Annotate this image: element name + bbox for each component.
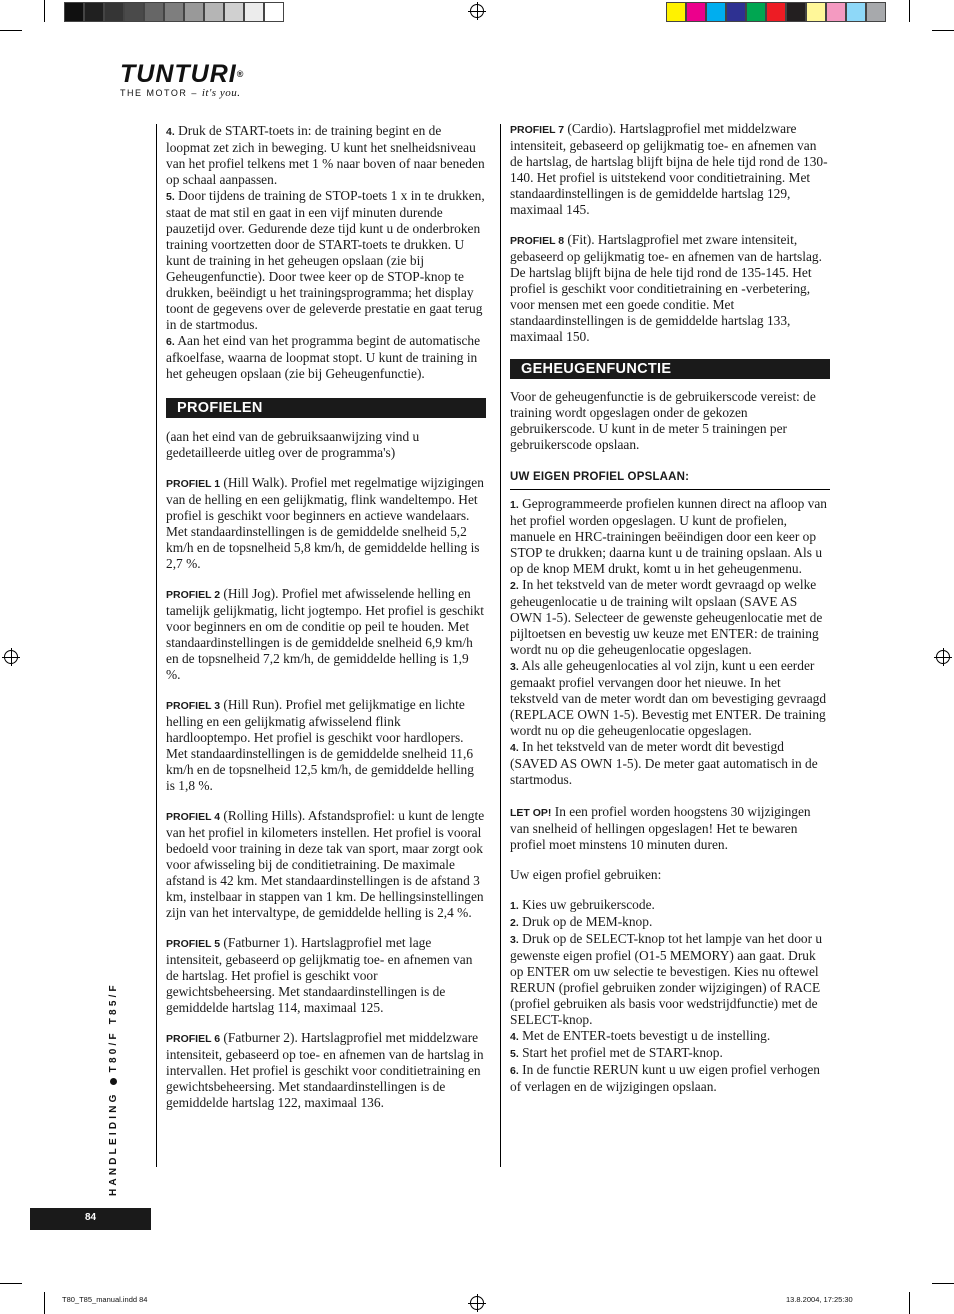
side-running-title: HANDLEIDINGT80/F T85/F bbox=[108, 982, 119, 1196]
color-swatch bbox=[706, 2, 726, 22]
bullet-dot-icon bbox=[110, 1078, 117, 1085]
color-swatch bbox=[726, 2, 746, 22]
gray-swatch bbox=[84, 2, 104, 22]
crop-mark bbox=[0, 1283, 22, 1284]
registration-mark-icon bbox=[936, 650, 950, 664]
profile-description: PROFIEL 5 (Fatburner 1). Hartslagprofiel met lage intensiteit, gebaseerd op gelijkmatig toe- en afnemen van de hartslag. Het profiel is geschikt voor gewichtsbeheersing. Met standaardinstellingen is de gemiddelde hartslag 114, maximaal 125. bbox=[166, 935, 473, 1015]
step-item: 1. Geprogrammeerde profielen kunnen direct na afloop van het profiel worden opgeslagen. U kunt de profielen, manuele en HRC-trainingen beëindigen door een keer op STOP te drukken; daarna kunt u de training opslaan. Als u op de knop MEM drukt, komt u in het geheugenmenu. bbox=[510, 496, 827, 576]
registration-mark-icon bbox=[4, 650, 18, 664]
brand-wordmark: TUNTURI® bbox=[120, 60, 245, 88]
crop-mark bbox=[44, 0, 45, 22]
grayscale-calibration-bar bbox=[64, 2, 284, 22]
color-swatch bbox=[746, 2, 766, 22]
profile-description: PROFIEL 1 (Hill Walk). Profiel met regelmatige wijzigingen van de helling en een gelijkmatig, flink wandeltempo. Het profiel is geschikt voor beginners en actieve wandelaars. Met standaardinstellingen is de gemiddelde snelheid 5,2 km/h en de topsnelheid 5,8 km/h, de gemiddelde helling is 2,7 %. bbox=[166, 475, 484, 571]
step-item: 1. Kies uw gebruikerscode. bbox=[510, 897, 655, 912]
step-item: 2. In het tekstveld van de meter wordt gevraagd op welke geheugenlocatie u de training wilt opslaan (SAVE AS OWN 1-5). Selecteer de gewenste geheugenlocatie met de pijltoetsen en bevestig uw keuze met ENTER: de training wordt nu op die geheugenlocatie opgeslagen. bbox=[510, 577, 823, 657]
gray-swatch bbox=[224, 2, 244, 22]
color-swatch bbox=[846, 2, 866, 22]
color-calibration-bar bbox=[666, 2, 886, 22]
step-item: 5. Door tijdens de training de STOP-toets 1 x in te drukken, staat de mat stil en gaat in een vijf minuten durende pauzetijd over. Gedurende deze tijd kunt u de onderbroken training voortzetten door de START-toets te drukken. U kunt de training in het geheugen opslaan (zie bij Geheugenfunctie). Door twee keer op de STOP-knop te drukken, beëindigt u het trainingsprogramma; het display toont de gegevens over de geleverde prestatie en gaat terug in de startmodus. bbox=[166, 188, 485, 332]
crop-mark bbox=[909, 0, 910, 22]
gray-swatch bbox=[124, 2, 144, 22]
color-swatch bbox=[686, 2, 706, 22]
registration-mark-icon bbox=[470, 1296, 484, 1310]
subheading-save-profile: UW EIGEN PROFIEL OPSLAAN: bbox=[510, 469, 830, 490]
section-heading-geheugenfunctie: GEHEUGENFUNCTIE bbox=[510, 359, 830, 379]
gray-swatch bbox=[264, 2, 284, 22]
section-intro: (aan het eind van de gebruiksaanwijzing vind u gedetailleerde uitleg over de programma's) bbox=[166, 429, 420, 460]
profile-description: PROFIEL 4 (Rolling Hills). Afstandsprofiel: u kunt de lengte van het profiel in kilometers instellen. Het profiel is vooral bedoeld voor training in deze tak van sport, maar zorgt ook voor afwisseling bij de conditietraining. De maximale afstand is 42 km. Met standaardinstellingen is de afstand 3 km, instelbaar in stappen van 1 km. De hellingsinstellingen zijn van het intervaltype, de gemiddelde helling is 2,4 %. bbox=[166, 808, 485, 920]
crop-mark bbox=[44, 1292, 45, 1314]
gray-swatch bbox=[204, 2, 224, 22]
right-column bbox=[510, 121, 830, 1095]
left-column bbox=[166, 123, 486, 1111]
section-heading-profielen: PROFIELEN bbox=[166, 398, 486, 418]
gray-swatch bbox=[164, 2, 184, 22]
section-intro: Voor de geheugenfunctie is de gebruikerscode vereist: de training wordt opgeslagen onder de gekozen gebruikerscode. U kunt in de meter 5 trainingen per gebruikerscode opslaan. bbox=[510, 389, 816, 452]
crop-mark bbox=[909, 1292, 910, 1314]
gray-swatch bbox=[184, 2, 204, 22]
color-swatch bbox=[766, 2, 786, 22]
crop-mark bbox=[0, 30, 22, 31]
brand-tagline: THE MOTOR – it's you. bbox=[120, 87, 241, 99]
color-swatch bbox=[786, 2, 806, 22]
color-swatch bbox=[866, 2, 886, 22]
column-divider bbox=[156, 124, 157, 1167]
registration-mark-icon bbox=[470, 4, 484, 18]
profile-description: PROFIEL 3 (Hill Run). Profiel met gelijkmatige en lichte helling en een gelijkmatig afwisselend flink hardlooptempo. Het profiel is geschikt voor hardlopers. Met standaardinstellingen is de gemiddelde snelheid 11,6 km/h en de topsnelheid 12,5 km/h, de gemiddelde helling is 1,8 %. bbox=[166, 697, 474, 793]
crop-mark bbox=[932, 30, 954, 31]
footer-filename: T80_T85_manual.indd 84 bbox=[62, 1295, 148, 1304]
gray-swatch bbox=[64, 2, 84, 22]
gray-swatch bbox=[244, 2, 264, 22]
step-item: 3. Druk op de SELECT-knop tot het lampje van het door u gewenste eigen profiel (O1-5 MEMORY) aan gaat. Druk op ENTER om uw selectie te bevestigen. Kies nu oftewel RERUN (profiel gebruiken zonder wijzigingen) of RACE (profiel gebruiken als basis voor wedstrijdfunctie) met de SELECT-knop. bbox=[510, 931, 823, 1027]
step-item: 4. Druk de START-toets in: de training begint en de loopmat zet zich in beweging. U kunt het snelheidsniveau van het profiel telkens met 1 % naar boven of naar beneden op schaal aanpassen. bbox=[166, 123, 485, 187]
profile-description: PROFIEL 6 (Fatburner 2). Hartslagprofiel met middelzware intensiteit, gebaseerd op toe- en afnemen van de hartslag in intervallen. Het profiel is geschikt voor conditietraining en gewichtsbeheersing. Met standaardinstellingen is de gemiddelde hartslag 122, maximaal 136. bbox=[166, 1030, 484, 1110]
crop-mark bbox=[932, 1283, 954, 1284]
color-swatch bbox=[806, 2, 826, 22]
warning-note: LET OP! In een profiel worden hoogstens 30 wijzigingen van snelheid of hellingen opgeslagen! Het te bewaren profiel moet minstens 10 minuten duren. bbox=[510, 804, 811, 852]
step-item: 4. In het tekstveld van de meter wordt dit bevestigd (SAVED AS OWN 1-5). De meter gaat automatisch in de startmodus. bbox=[510, 739, 818, 787]
brand-logo bbox=[120, 62, 244, 99]
step-item: 6. In de functie RERUN kunt u uw eigen profiel verhogen of verlagen en de wijzigingen opslaan. bbox=[510, 1062, 820, 1094]
use-profile-title: Uw eigen profiel gebruiken: bbox=[510, 867, 662, 882]
step-item: 4. Met de ENTER-toets bevestigt u de instelling. bbox=[510, 1028, 771, 1043]
profile-description: PROFIEL 2 (Hill Jog). Profiel met afwisselende helling en tamelijk gelijkmatig, licht jogtempo. Het profiel is geschikt voor beginners en om de conditie op peil te houden. Met standaardinstellingen is de gemiddelde snelheid 6,9 km/h en de topsnelheid 7,2 km/h, de gemiddelde helling is 1,9 %. bbox=[166, 586, 484, 682]
step-item: 5. Start het profiel met de START-knop. bbox=[510, 1045, 723, 1060]
page-number: 84 bbox=[30, 1208, 151, 1230]
gray-swatch bbox=[104, 2, 124, 22]
column-divider bbox=[500, 124, 501, 1167]
color-swatch bbox=[826, 2, 846, 22]
profile-description: PROFIEL 8 (Fit). Hartslagprofiel met zware intensiteit, gebaseerd op gelijkmatig toe- en afnemen van de hartslag. De hartslag blijft bijna de hele tijd rond de 135-145. Het profiel is geschikt voor conditietraining en -verbetering, voor mensen met een goede conditie. Met standaardinstellingen is de gemiddelde hartslag 133, maximaal 150. bbox=[510, 232, 822, 344]
profile-description: PROFIEL 7 (Cardio). Hartslagprofiel met middelzware intensiteit, gebaseerd op gelijkmatig toe- en afnemen van de hartslag, de hartslag blijft bijna de hele tijd rond de 130-140. Het profiel is uitstekend voor conditietraining. Met standaardinstellingen is de gemiddelde hartslag 129, maximaal 145. bbox=[510, 121, 828, 217]
footer-timestamp: 13.8.2004, 17:25:30 bbox=[786, 1295, 853, 1304]
step-item: 3. Als alle geheugenlocaties al vol zijn, kunt u een eerder gemaakt profiel vervangen door het nieuwe. In het tekstveld van de meter wordt dan om bevestiging gevraagd (REPLACE OWN 1-5). Bevestig met ENTER. De training wordt nu op die geheugenlocatie opgeslagen. bbox=[510, 658, 827, 738]
gray-swatch bbox=[144, 2, 164, 22]
step-item: 2. Druk op de MEM-knop. bbox=[510, 914, 653, 929]
step-item: 6. Aan het eind van het programma begint de automatische afkoelfase, waarna de loopmat stopt. U kunt de training in het geheugen opslaan (zie bij Geheugenfunctie). bbox=[166, 333, 481, 381]
color-swatch bbox=[666, 2, 686, 22]
